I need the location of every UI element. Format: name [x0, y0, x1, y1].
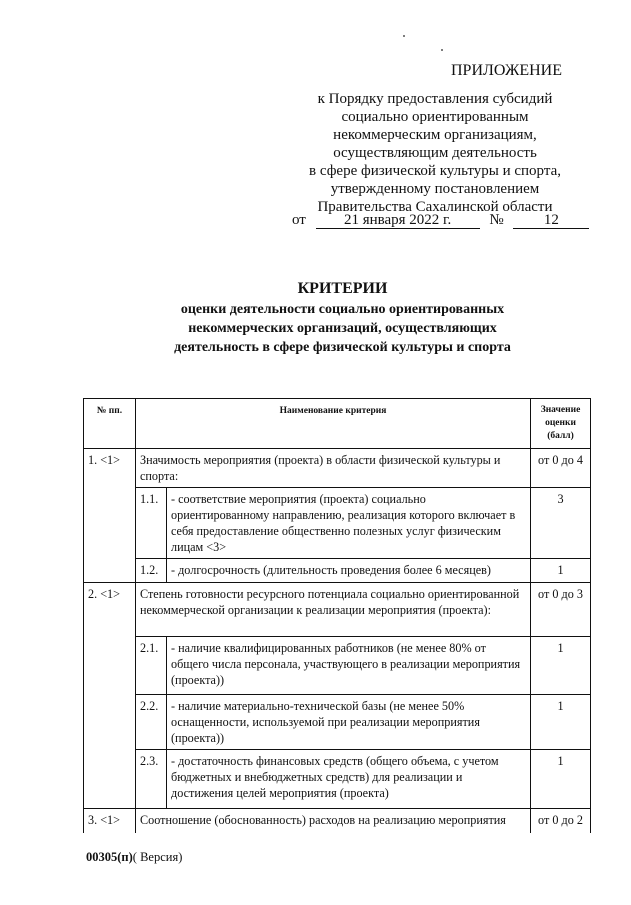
criterion-score: 1 [531, 559, 591, 583]
title-subline: оценки деятельности социально ориентированных [180, 302, 505, 317]
table-row [84, 750, 591, 809]
header-number: № пп. [84, 399, 136, 449]
approval-line: к Порядку предоставления субсидий [317, 91, 553, 107]
approval-line: утвержденному постановлением [330, 181, 540, 197]
footer-code: 00305(п) [86, 850, 133, 864]
approval-block [270, 62, 600, 216]
criterion-text: - соответствие мероприятия (проекта) социально ориентированному направлению, реализация которого включает в себя предоставление общественно полезных услуг физическим лицам <3> [167, 488, 531, 559]
table-row [84, 583, 591, 637]
row-number-spacer [84, 695, 136, 809]
criterion-text: Значимость мероприятия (проекта) в области физической культуры и спорта: [136, 449, 531, 488]
date-prefix: от [292, 212, 306, 228]
row-number: 2. <1> [84, 583, 136, 695]
approval-number: 12 [513, 213, 589, 229]
table-row [84, 637, 591, 695]
criterion-score: 3 [531, 488, 591, 559]
footer-version: ( Версия) [132, 850, 183, 864]
criterion-score: от 0 до 2 [531, 809, 591, 833]
criterion-text: Степень готовности ресурсного потенциала социально ориентированной некоммерческой организации к реализации мероприятия (проекта): [136, 583, 531, 637]
subrow-number: 2.3. [136, 750, 167, 809]
approval-line: некоммерческим организациям, [333, 127, 537, 143]
scan-speck [403, 35, 405, 37]
document-title [90, 280, 595, 357]
table-row [84, 449, 591, 488]
criterion-text: - достаточность финансовых средств (общего объема, с учетом бюджетных и внебюджетных средств) для реализации и достижения целей мероприятия (проекта) [167, 750, 531, 809]
table-row [84, 488, 591, 559]
criterion-score: от 0 до 3 [531, 583, 591, 637]
document-footer [86, 850, 182, 865]
criterion-text: Соотношение (обоснованность) расходов на реализацию мероприятия [136, 809, 531, 833]
table-row [84, 809, 591, 833]
row-number: 1. <1> [84, 449, 136, 583]
approval-date-line [292, 211, 589, 229]
number-prefix: № [489, 212, 504, 228]
approval-line: осуществляющим деятельность [333, 145, 537, 161]
title-subline: некоммерческих организаций, осуществляющих [188, 321, 497, 336]
header-score: Значение оценки (балл) [531, 399, 591, 449]
approval-line: Правительства Сахалинской области [317, 199, 553, 215]
title-main: КРИТЕРИИ [297, 280, 388, 297]
subrow-number: 1.2. [136, 559, 167, 583]
criterion-score: 1 [531, 750, 591, 809]
approval-line: в сфере физической культуры и спорта, [309, 163, 561, 179]
subrow-number: 2.1. [136, 637, 167, 695]
row-number: 3. <1> [84, 809, 136, 833]
criterion-text: - наличие квалифицированных работников (не менее 80% от общего числа персонала, участвующего в реализации мероприятия (проекта)) [167, 637, 531, 695]
criterion-text: - наличие материально-технической базы (не менее 50% оснащенности, используемой при реализации мероприятия (проекта)) [167, 695, 531, 750]
title-subline: деятельность в сфере физической культуры и спорта [174, 340, 511, 355]
table-row [84, 695, 591, 750]
table-header-row [84, 399, 591, 449]
criterion-score: 1 [531, 695, 591, 750]
criterion-text: - долгосрочность (длительность проведения более 6 месяцев) [167, 559, 531, 583]
scan-speck [441, 49, 443, 51]
subrow-number: 1.1. [136, 488, 167, 559]
approval-line: социально ориентированным [341, 109, 529, 125]
header-criterion-name: Наименование критерия [136, 399, 531, 449]
table-row [84, 559, 591, 583]
criterion-score: 1 [531, 637, 591, 695]
approval-date: 21 января 2022 г. [316, 213, 480, 229]
approval-heading: ПРИЛОЖЕНИЕ [450, 62, 562, 79]
criteria-table [83, 398, 591, 833]
criterion-score: от 0 до 4 [531, 449, 591, 488]
subrow-number: 2.2. [136, 695, 167, 750]
